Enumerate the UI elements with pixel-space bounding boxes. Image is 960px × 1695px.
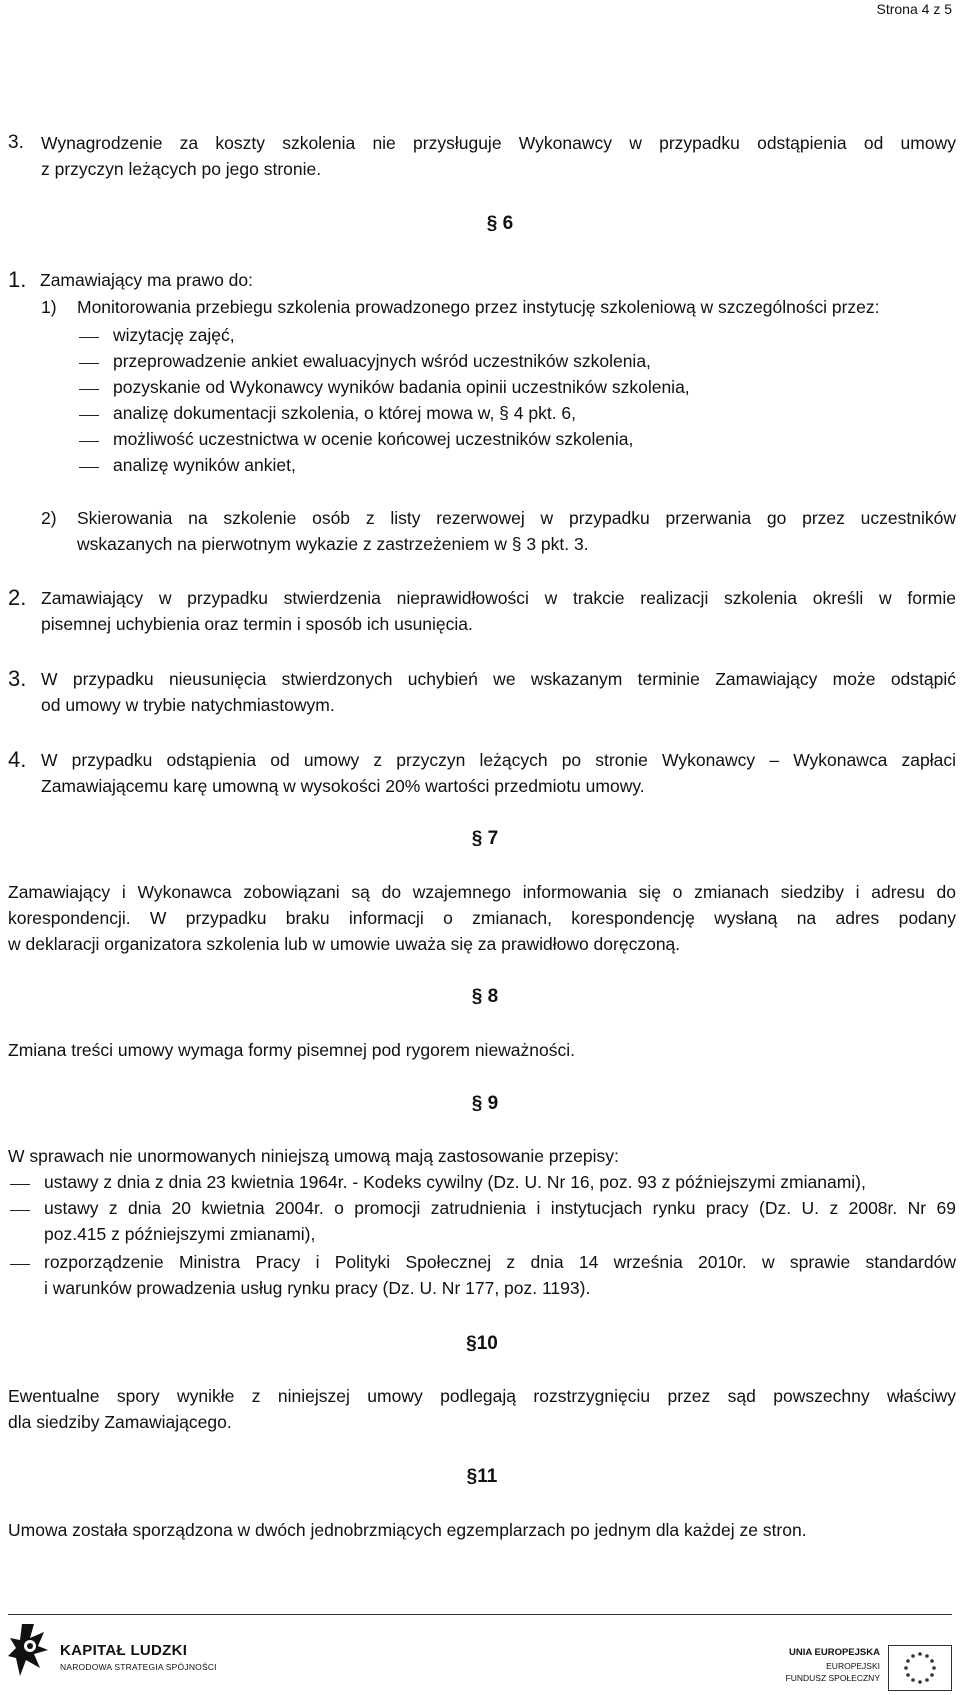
paragraph-line: W sprawach nie unormowanych niniejszą umową mają zastosowanie przepisy:	[8, 1146, 619, 1166]
section-heading: §11	[466, 1466, 498, 1487]
list-item: ustawy z dnia z dnia 23 kwietnia 1964r. - Kodeks cywilny (Dz. U. Nr 16, poz. 93 z późniejszymi zmianami),	[44, 1172, 866, 1192]
item-number: 1.	[8, 267, 27, 292]
list-item: analizę wyników ankiet,	[113, 455, 296, 475]
paragraph-line: Zamawiający i Wykonawca zobowiązani są do wzajemnego informowania się o zmianach siedziby i adresu do	[8, 882, 956, 902]
item-number: 3.	[8, 132, 24, 153]
paragraph-line: Zamawiającemu karę umowną w wysokości 20% wartości przedmiotu umowy.	[41, 776, 645, 796]
page-number-label: Strona 4 z 5	[876, 1, 952, 17]
paragraph-line: pisemnej uchybienia oraz termin i sposób ich usunięcia.	[41, 614, 473, 634]
paragraph-line: w deklaracji organizatora szkolenia lub w umowie uważa się za prawidłowo doręczoną.	[8, 934, 681, 954]
dash-bullet	[79, 337, 99, 338]
paragraph-line: Umowa została sporządzona w dwóch jednobrzmiących egzemplarzach po jednym dla każdej ze stron.	[8, 1520, 807, 1540]
paragraph-line: Zmiana treści umowy wymaga formy pisemnej pod rygorem nieważności.	[8, 1040, 576, 1060]
paragraph-line: wskazanych na pierwotnym wykazie z zastrzeżeniem w § 3 pkt. 3.	[77, 534, 589, 554]
dash-bullet	[79, 415, 99, 416]
list-item: przeprowadzenie ankiet ewaluacyjnych wśród uczestników szkolenia,	[113, 351, 651, 371]
paragraph-line: Skierowania na szkolenie osób z listy rezerwowej w przypadku przerwania go przez uczestników	[77, 508, 956, 528]
dash-bullet	[10, 1210, 30, 1211]
list-item-continuation: i warunków prowadzenia usług rynku pracy (Dz. U. Nr 177, poz. 1193).	[44, 1278, 591, 1298]
logo-subtitle: NARODOWA STRATEGIA SPÓJNOŚCI	[60, 1662, 217, 1672]
list-item: ustawy z dnia 20 kwietnia 2004r. o promocji zatrudnienia i instytucjach rynku pracy (Dz. U. z 2008r. Nr 69	[44, 1198, 956, 1218]
item-number: 3.	[8, 666, 27, 691]
paragraph-line: od umowy w trybie natychmiastowym.	[41, 695, 335, 715]
paragraph-line: W przypadku nieusunięcia stwierdzonych uchybień we wskazanym terminie Zamawiający może odstąpić	[41, 669, 956, 689]
paragraph-line: Wynagrodzenie za koszty szkolenia nie przysługuje Wykonawcy w przypadku odstąpienia od umowy	[41, 133, 956, 153]
item-number: 4.	[8, 747, 27, 772]
eu-logo-line2: EUROPEJSKI	[826, 1661, 880, 1671]
kapital-ludzki-logo	[8, 1622, 217, 1688]
eu-flag-icon	[888, 1645, 952, 1691]
logo-title: KAPITAŁ LUDZKI	[60, 1642, 188, 1659]
dash-bullet	[79, 441, 99, 442]
sub-item-number: 2)	[41, 508, 57, 528]
paragraph-line: Zamawiający w przypadku stwierdzenia nieprawidłowości w trakcie realizacji szkolenia określi w formie	[41, 588, 956, 608]
paragraph-line: Monitorowania przebiegu szkolenia prowadzonego przez instytucję szkoleniową w szczególności przez:	[77, 297, 880, 317]
sub-item-number: 1)	[41, 297, 57, 317]
dash-bullet	[79, 363, 99, 364]
list-item: możliwość uczestnictwa w ocenie końcowej uczestników szkolenia,	[113, 429, 634, 449]
section-heading: § 7	[471, 828, 499, 849]
list-item: rozporządzenie Ministra Pracy i Polityki Społecznej z dnia 14 września 2010r. w sprawie standardów	[44, 1252, 956, 1272]
eu-logo-line1: UNIA EUROPEJSKA	[789, 1647, 880, 1658]
item-number: 2.	[8, 585, 27, 610]
section-heading: § 6	[486, 213, 514, 234]
section-heading: § 9	[471, 1093, 499, 1114]
paragraph-line: W przypadku odstąpienia od umowy z przyczyn leżących po stronie Wykonawcy – Wykonawca zapłaci	[41, 750, 956, 770]
eu-logo	[785, 1645, 952, 1695]
list-item: wizytację zajęć,	[113, 325, 235, 345]
list-item: pozyskanie od Wykonawcy wyników badania opinii uczestników szkolenia,	[113, 377, 690, 397]
list-item: analizę dokumentacji szkolenia, o której mowa w, § 4 pkt. 6,	[113, 403, 577, 423]
footer-divider	[8, 1614, 952, 1615]
dash-bullet	[79, 389, 99, 390]
dash-bullet	[10, 1264, 30, 1265]
eu-logo-line3: FUNDUSZ SPOŁECZNY	[785, 1673, 880, 1683]
section-heading: §10	[466, 1333, 498, 1354]
paragraph-line: Zamawiający ma prawo do:	[40, 270, 253, 290]
kapital-ludzki-emblem-icon	[8, 1622, 52, 1688]
section-heading: § 8	[471, 986, 499, 1007]
paragraph-line: dla siedziby Zamawiającego.	[8, 1412, 232, 1432]
dash-bullet	[79, 467, 99, 468]
paragraph-line: z przyczyn leżących po jego stronie.	[41, 159, 322, 179]
dash-bullet	[10, 1184, 30, 1185]
paragraph-line: Ewentualne spory wynikłe z niniejszej umowy podlegają rozstrzygnięciu przez sąd powszechny właściwy	[8, 1386, 956, 1406]
paragraph-line: korespondencji. W przypadku braku informacji o zmianach, korespondencję wysłaną na adres podany	[8, 908, 956, 928]
list-item-continuation: poz.415 z późniejszymi zmianami),	[44, 1224, 316, 1244]
